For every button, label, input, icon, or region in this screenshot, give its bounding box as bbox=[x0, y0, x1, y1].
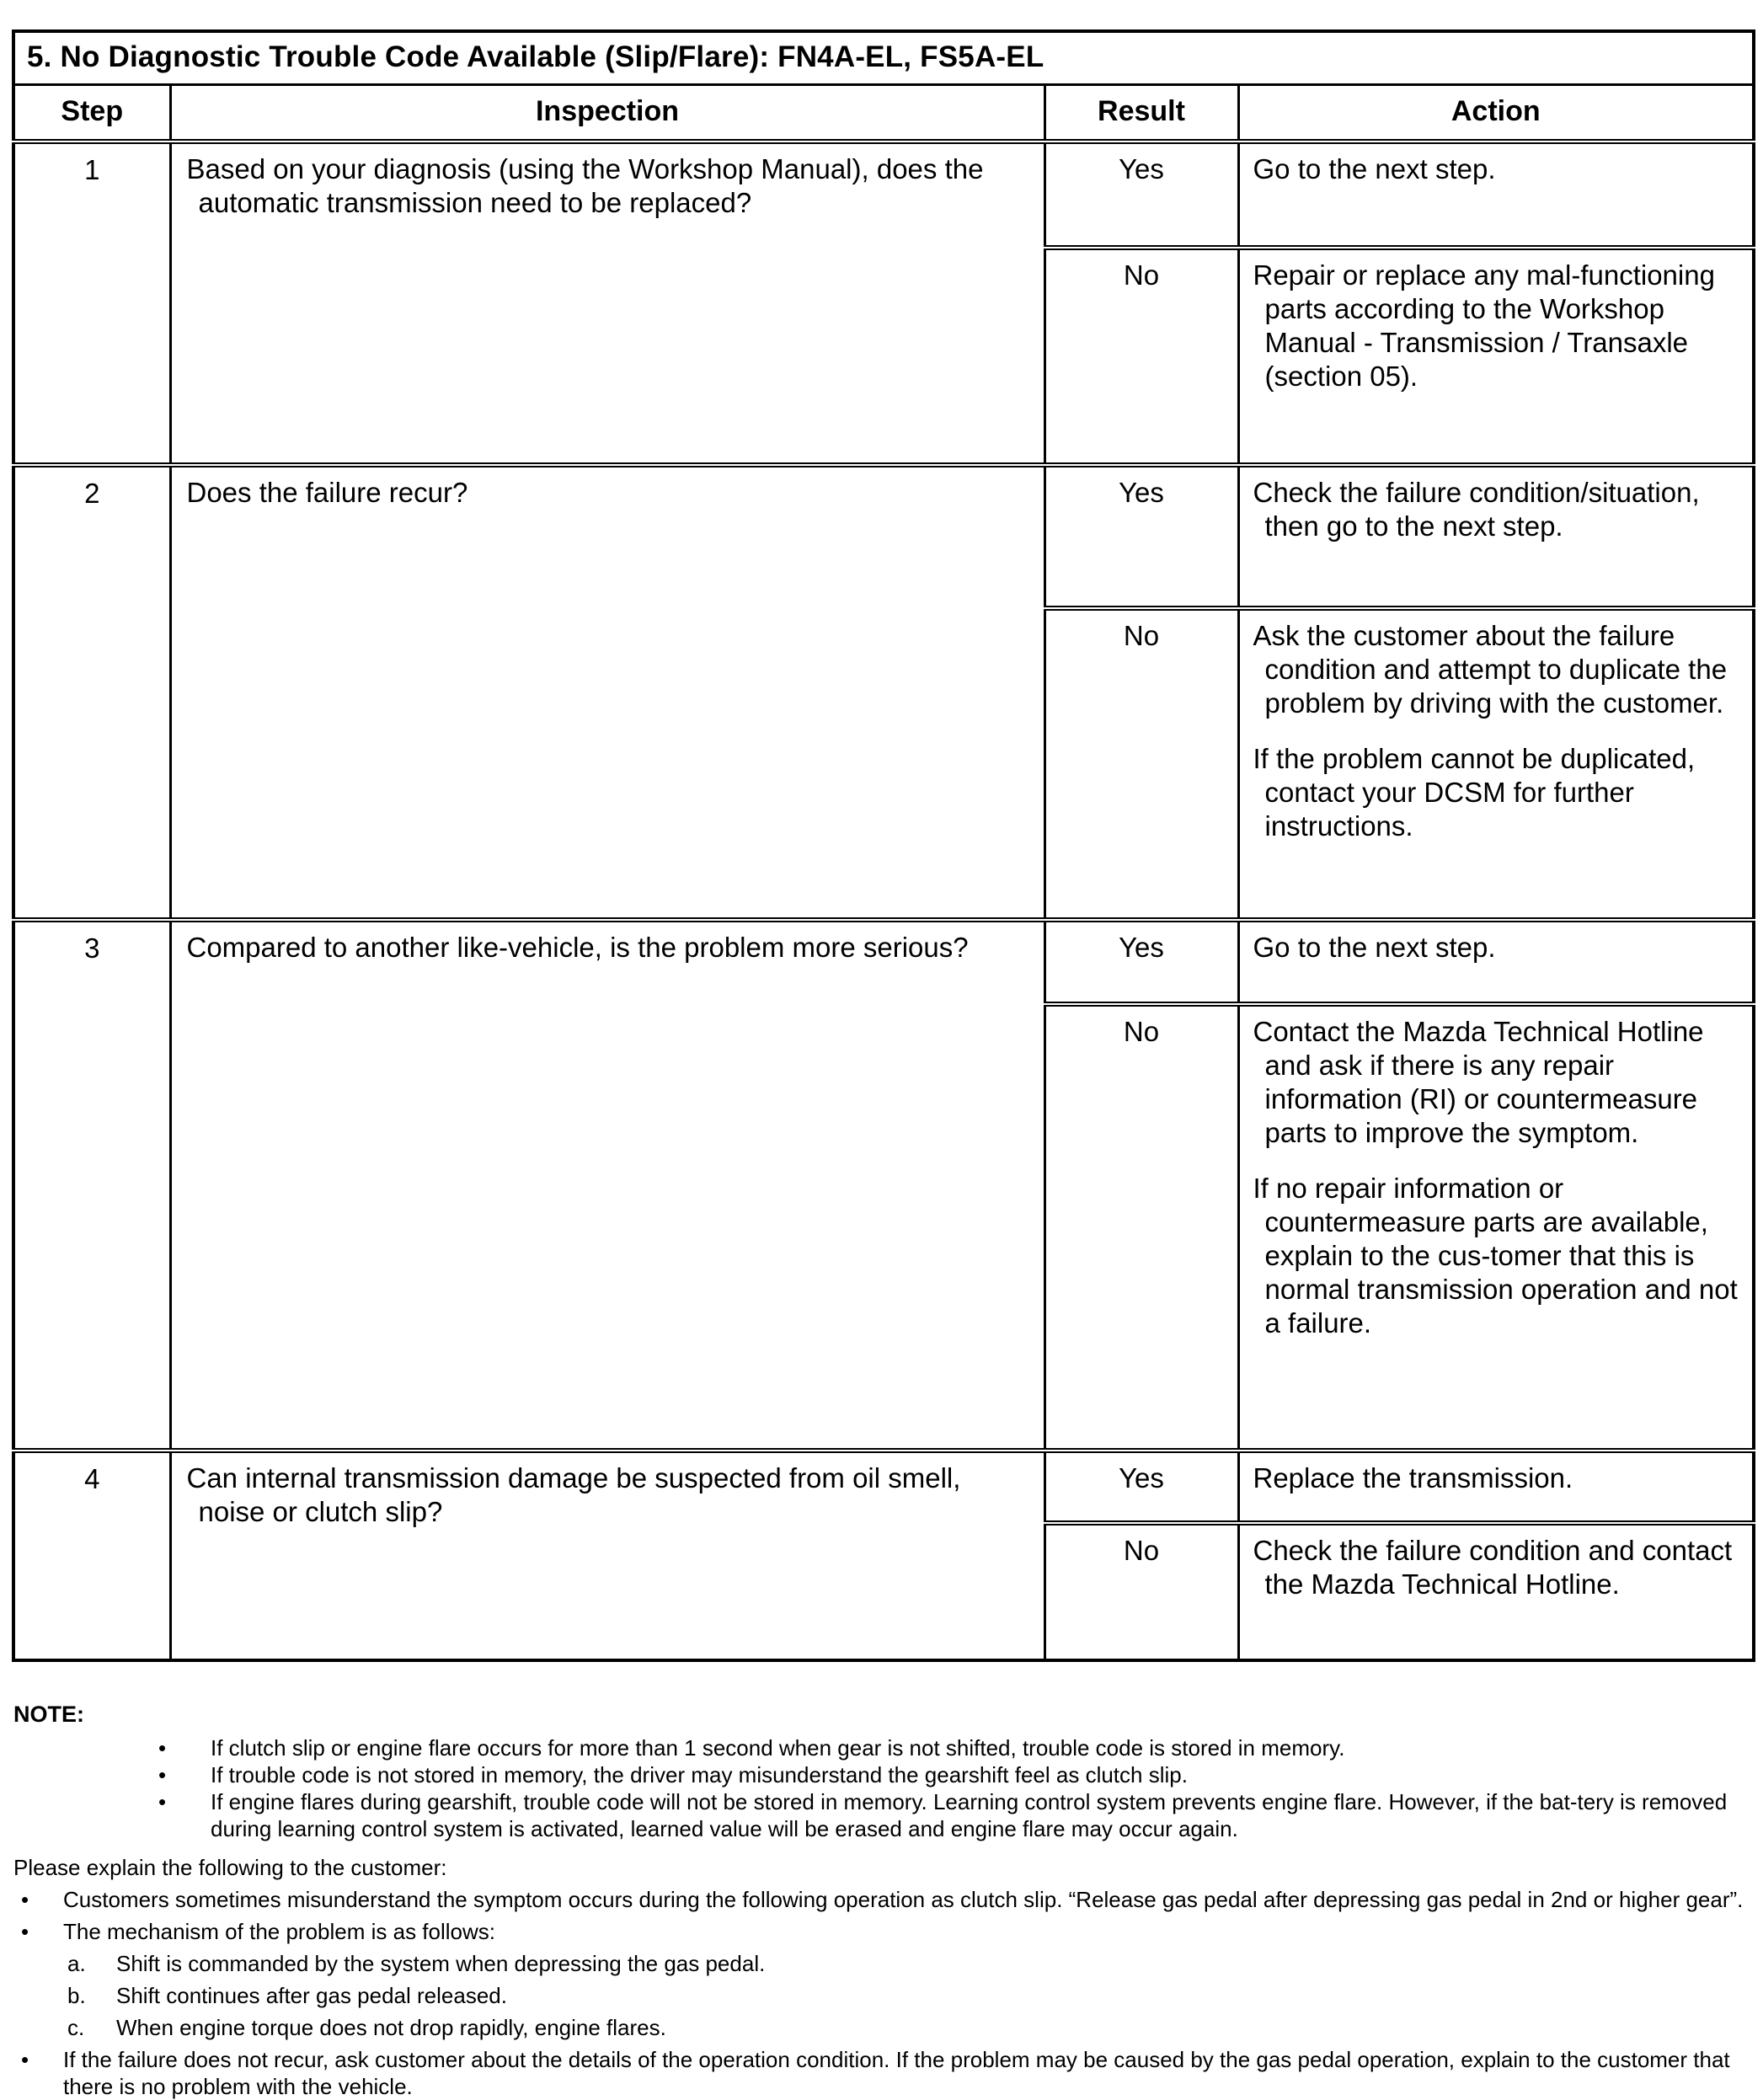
customer-intro: Please explain the following to the customer: bbox=[13, 1855, 447, 1880]
customer-sub-item bbox=[13, 1982, 1751, 2009]
action-cell bbox=[1238, 920, 1754, 1004]
result-yes: Yes bbox=[1044, 1451, 1238, 1523]
bullet-icon: • bbox=[21, 1887, 29, 1912]
action-text: Go to the next step. bbox=[1253, 153, 1496, 184]
bullet-icon: • bbox=[21, 1919, 29, 1944]
result-no: No bbox=[1044, 1523, 1238, 1660]
customer-sub-item bbox=[13, 2014, 1751, 2041]
step-4-yes-subrow bbox=[13, 1451, 1754, 1523]
result-yes: Yes bbox=[1044, 920, 1238, 1004]
customer-sub-item bbox=[13, 1950, 1751, 1977]
step-row-2 bbox=[13, 465, 1754, 920]
column-header-result: Result bbox=[1044, 85, 1238, 142]
customer-text: Customers sometimes misunderstand the symptom occurs during the following operation as clutch slip. “Release gas pedal after depressing gas pedal in 2nd or higher gear”. bbox=[63, 1887, 1744, 1912]
step-1-yes-subrow bbox=[13, 142, 1754, 248]
action-cell bbox=[1238, 1523, 1754, 1660]
column-header-step: Step bbox=[61, 95, 124, 127]
step-3-yes-subrow bbox=[13, 920, 1754, 1004]
step-number: 4 bbox=[84, 1463, 100, 1494]
sub-item-text: Shift is commanded by the system when depressing the gas pedal. bbox=[116, 1951, 766, 1976]
step-number: 1 bbox=[84, 154, 100, 185]
inspection-cell bbox=[170, 465, 1044, 920]
customer-text: The mechanism of the problem is as follows: bbox=[63, 1919, 495, 1944]
action-text: Check the failure condition and contact the Mazda Technical Hotline. bbox=[1253, 1535, 1733, 1600]
action-text: If the problem cannot be duplicated, contact your DCSM for further instructions. bbox=[1253, 743, 1696, 842]
sub-item-text: Shift continues after gas pedal released. bbox=[116, 1983, 507, 2008]
note-text: If trouble code is not stored in memory, the driver may misunderstand the gearshift feel as clutch slip. bbox=[211, 1762, 1188, 1787]
inspection-cell bbox=[170, 920, 1044, 1451]
result-yes: Yes bbox=[1044, 142, 1238, 248]
action-text: If no repair information or countermeasure parts are available, explain to the cus-tomer that this is normal transmission operation and not a failure. bbox=[1253, 1173, 1738, 1339]
note-item bbox=[13, 1734, 1751, 1761]
customer-item bbox=[13, 1886, 1751, 1913]
step-row-4 bbox=[13, 1451, 1754, 1660]
note-item bbox=[13, 1788, 1751, 1842]
result-yes: Yes bbox=[1044, 465, 1238, 608]
result-no: No bbox=[1044, 608, 1238, 920]
action-text: Repair or replace any mal-functioning parts according to the Workshop Manual - Transmission / Transaxle (section 05). bbox=[1253, 259, 1715, 392]
customer-text: If the failure does not recur, ask customer about the details of the operation condition. If the problem may be caused by the gas pedal operation, explain to the customer that there is no problem with the vehicle. bbox=[63, 2047, 1730, 2099]
note-text: If engine flares during gearshift, trouble code will not be stored in memory. Learning control system prevents engine flare. However, if the bat-tery is removed during learning control system is activated, learned value will be erased and engine flare may occur again. bbox=[211, 1789, 1728, 1841]
action-text: Contact the Mazda Technical Hotline and ask if there is any repair information (RI) or countermeasure parts to improve the symptom. bbox=[1253, 1016, 1704, 1148]
result-no: No bbox=[1044, 1004, 1238, 1451]
note-label: NOTE: bbox=[13, 1702, 84, 1727]
column-header-inspection: Inspection bbox=[170, 85, 1044, 142]
action-text: Go to the next step. bbox=[1253, 932, 1496, 963]
inspection-text: Based on your diagnosis (using the Workshop Manual), does the automatic transmission need to be replaced? bbox=[186, 153, 984, 218]
action-cell bbox=[1238, 1451, 1754, 1523]
inspection-text: Compared to another like-vehicle, is the problem more serious? bbox=[186, 932, 969, 963]
sub-item-text: When engine torque does not drop rapidly, engine flares. bbox=[116, 2015, 666, 2040]
step-row-3 bbox=[13, 920, 1754, 1451]
sub-item-label: a. bbox=[67, 1951, 86, 1976]
bullet-icon: • bbox=[21, 2047, 29, 2072]
action-cell bbox=[1238, 608, 1754, 920]
action-text: Replace the transmission. bbox=[1253, 1462, 1573, 1494]
diagnostic-table bbox=[12, 29, 1755, 1662]
table-title: 5. No Diagnostic Trouble Code Available (Slip/Flare): FN4A-EL, FS5A-EL bbox=[13, 31, 1754, 85]
sub-item-label: c. bbox=[67, 2015, 85, 2040]
bullet-icon: • bbox=[158, 1735, 167, 1761]
action-text: Check the failure condition/situation, then go to the next step. bbox=[1253, 477, 1700, 542]
action-cell bbox=[1238, 465, 1754, 608]
note-text: If clutch slip or engine flare occurs for more than 1 second when gear is not shifted, trouble code is stored in memory. bbox=[211, 1735, 1345, 1761]
inspection-text: Does the failure recur? bbox=[186, 477, 468, 508]
table-title-row bbox=[13, 31, 1754, 85]
inspection-cell bbox=[170, 142, 1044, 465]
sub-item-label: b. bbox=[67, 1983, 86, 2008]
note-item bbox=[13, 1761, 1751, 1788]
step-number: 3 bbox=[84, 932, 100, 964]
step-row-1 bbox=[13, 142, 1754, 465]
action-cell bbox=[1238, 142, 1754, 248]
inspection-cell bbox=[170, 1451, 1044, 1660]
step-2-yes-subrow bbox=[13, 465, 1754, 608]
customer-item bbox=[13, 1918, 1751, 1945]
note-section bbox=[13, 1701, 1751, 2100]
action-cell bbox=[1238, 248, 1754, 465]
action-cell bbox=[1238, 1004, 1754, 1451]
bullet-icon: • bbox=[158, 1789, 167, 1814]
result-no: No bbox=[1044, 248, 1238, 465]
column-header-action: Action bbox=[1238, 85, 1754, 142]
bullet-icon: • bbox=[158, 1762, 167, 1787]
table-header-row bbox=[13, 85, 1754, 142]
inspection-text: Can internal transmission damage be suspected from oil smell, noise or clutch slip? bbox=[186, 1462, 961, 1527]
customer-item bbox=[13, 2046, 1751, 2100]
step-number: 2 bbox=[84, 478, 100, 509]
action-text: Ask the customer about the failure condition and attempt to duplicate the problem by driving with the customer. bbox=[1253, 620, 1728, 719]
